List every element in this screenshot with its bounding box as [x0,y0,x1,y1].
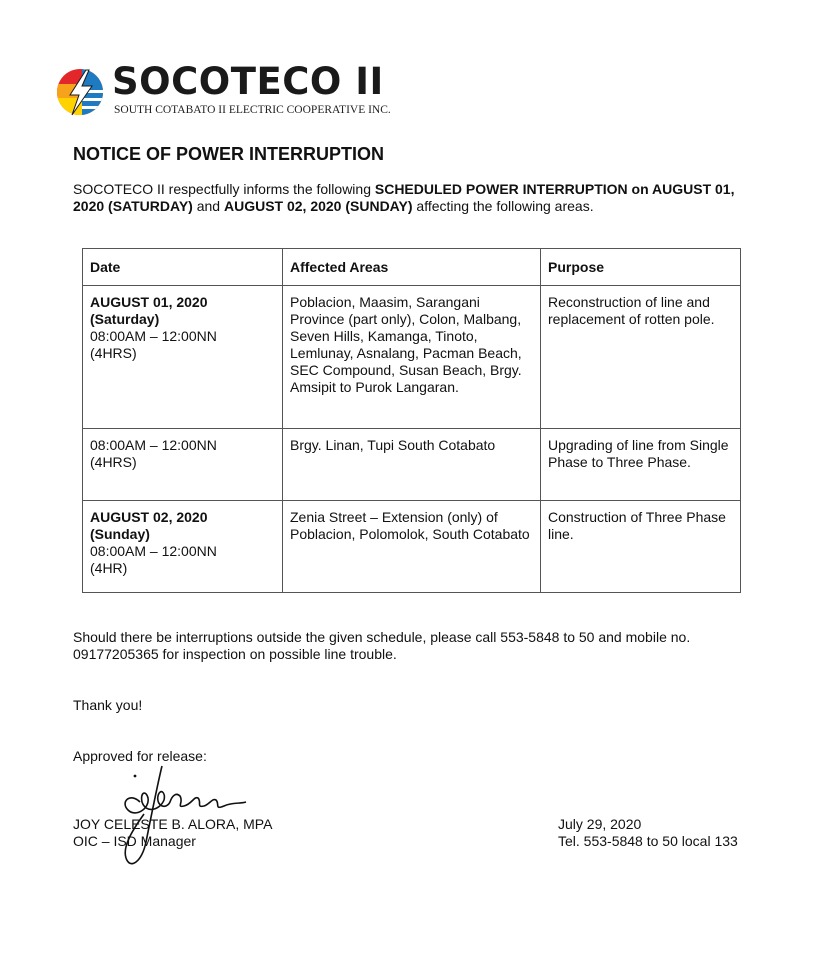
time-text: 08:00AM – 12:00NN [90,328,217,344]
date-text: AUGUST 01, 2020 [90,294,208,310]
intro-paragraph [73,181,763,215]
header-affected-areas: Affected Areas [283,249,541,286]
intro-segment: SOCOTECO II respectfully informs the following [73,181,375,197]
table-row [83,429,741,501]
schedule-table [82,248,741,593]
notice-title: NOTICE OF POWER INTERRUPTION [73,144,385,164]
release-date: July 29, 2020 [558,816,642,832]
intro-segment: AUGUST 02, 2020 (SUNDAY) [223,198,413,214]
approved-label: Approved for release: [73,748,207,764]
intro-segment: SCHEDULED POWER INTERRUPTION on AUGUST 01, 2020 (SATURDAY) [73,181,735,214]
intro-segment: and [192,198,224,214]
areas-cell: Brgy. Linan, Tupi South Cotabato [283,429,541,501]
logo-subtitle: SOUTH COTABATO II ELECTRIC COOPERATIVE INC. [114,104,391,116]
thanks-text: Thank you! [73,697,143,713]
time-text: 08:00AM – 12:00NN [90,543,217,559]
day-text: (Saturday) [90,311,160,327]
date-cell [83,286,283,429]
signer-title: OIC – ISD Manager [73,833,196,849]
contact-note: Should there be interruptions outside the given schedule, please call 553-5848 to 50 and mobile no. 09177205365 for inspection on possible line trouble. [73,629,691,662]
day-text: (Sunday) [90,526,150,542]
duration-text: (4HRS) [90,454,137,470]
company-logo [56,60,416,120]
duration-text: (4HRS) [90,345,137,361]
date-cell [83,501,283,593]
intro-segment: affecting the following areas. [412,198,594,214]
duration-text: (4HR) [90,560,128,576]
purpose-cell: Reconstruction of line and replacement of rotten pole. [541,286,741,429]
table-row [83,286,741,429]
purpose-cell: Construction of Three Phase line. [541,501,741,593]
table-row [83,501,741,593]
purpose-cell: Upgrading of line from Single Phase to Three Phase. [541,429,741,501]
date-cell [83,429,283,501]
areas-cell: Zenia Street – Extension (only) of Poblacion, Polomolok, South Cotabato [283,501,541,593]
table-header-row [83,249,741,286]
header-date: Date [83,249,283,286]
date-text: AUGUST 02, 2020 [90,509,208,525]
logo-wordmark: SOCOTECO II [112,60,384,103]
signer-name: JOY CELESTE B. ALORA, MPA [73,816,273,832]
telephone: Tel. 553-5848 to 50 local 133 [558,833,738,849]
time-text: 08:00AM – 12:00NN [90,437,217,453]
areas-cell: Poblacion, Maasim, Sarangani Province (part only), Colon, Malbang, Seven Hills, Kamanga, Tinoto, Lemlunay, Asnalang, Pacman Beach, SEC Compound, Susan Beach, Brgy. Amsipit to Purok Langaran. [283,286,541,429]
lightning-logo-icon [56,68,104,116]
header-purpose: Purpose [541,249,741,286]
